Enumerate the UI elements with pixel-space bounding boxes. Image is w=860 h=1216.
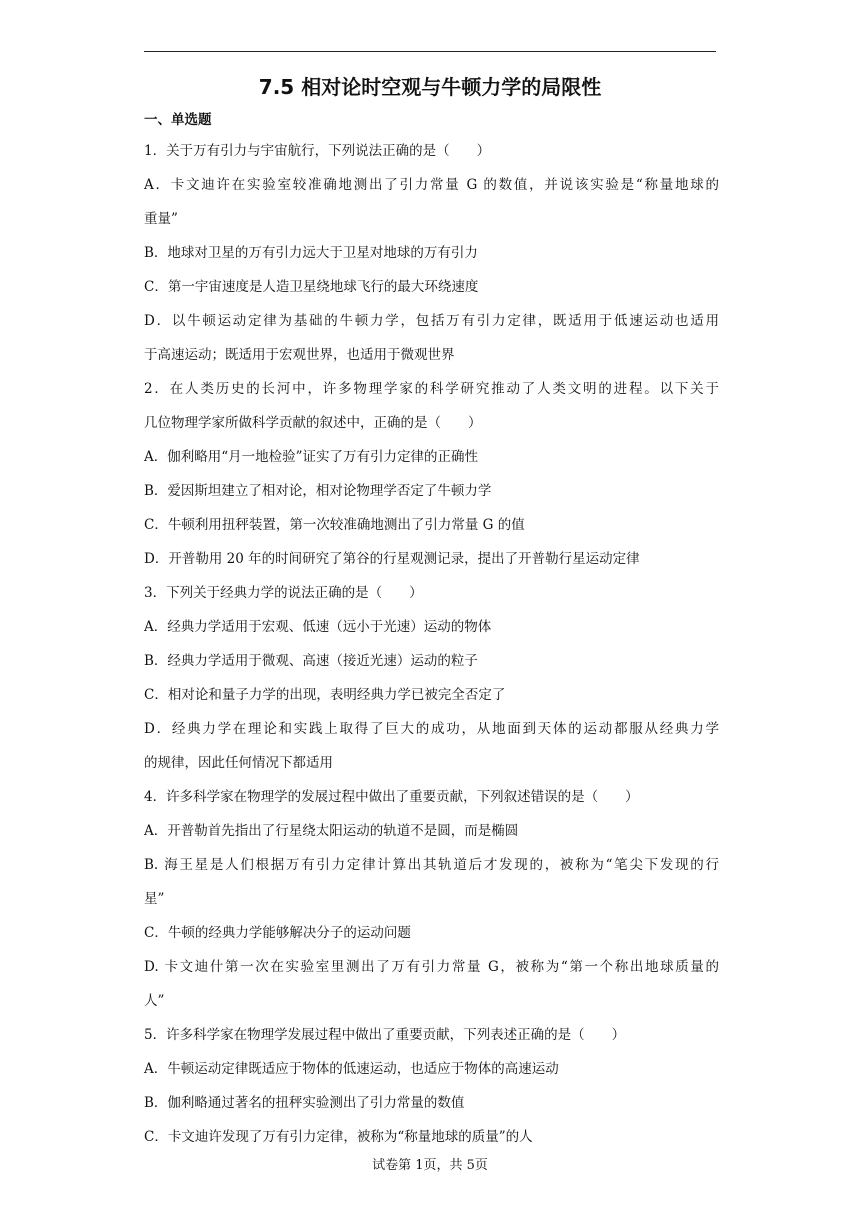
text-line: D．开普勒用 20 年的时间研究了第谷的行星观测记录，提出了开普勒行星运动定律 <box>144 551 640 567</box>
text-line: 5．许多科学家在物理学发展过程中做出了重要贡献，下列表述正确的是（ ） <box>144 1027 626 1043</box>
text-line: D. 卡文迪什第一次在实验室里测出了万有引力常量 G，被称为“第一个称出地球质量的 <box>144 959 719 975</box>
text-line: B．爱因斯坦建立了相对论，相对论物理学否定了牛顿力学 <box>144 483 492 499</box>
text-line: A．经典力学适用于宏观、低速（远小于光速）运动的物体 <box>144 619 492 635</box>
text-line: 的规律，因此任何情况下都适用 <box>144 755 333 771</box>
question-body <box>144 134 719 1154</box>
text-line: A．牛顿运动定律既适应于物体的低速运动，也适应于物体的高速运动 <box>144 1061 559 1077</box>
page-footer: 试卷第 1页，共 5页 <box>372 1158 488 1173</box>
text-line: C．相对论和量子力学的出现，表明经典力学已被完全否定了 <box>144 687 506 703</box>
text-line: D．以牛顿运动定律为基础的牛顿力学，包括万有引力定律，既适用于低速运动也适用 <box>144 313 719 329</box>
text-line: 于高速运动；既适用于宏观世界，也适用于微观世界 <box>144 347 455 363</box>
text-line: 2．在人类历史的长河中，许多物理学家的科学研究推动了人类文明的进程。以下关于 <box>144 381 719 397</box>
text-line: A．伽利略用“月一地检验”证实了万有引力定律的正确性 <box>144 449 479 465</box>
text-line: A．卡文迪许在实验室较准确地测出了引力常量 G 的数值，并说该实验是“称量地球的 <box>144 177 719 193</box>
text-line: 星” <box>144 891 165 907</box>
text-line: C．牛顿的经典力学能够解决分子的运动问题 <box>144 925 411 941</box>
text-line: B. 海王星是人们根据万有引力定律计算出其轨道后才发现的，被称为“笔尖下发现的行 <box>144 857 719 873</box>
page-title: 7.5 相对论时空观与牛顿力学的局限性 <box>258 75 602 99</box>
text-line: 几位物理学家所做科学贡献的叙述中，正确的是（ ） <box>144 415 482 431</box>
text-line: 1．关于万有引力与宇宙航行，下列说法正确的是（ ） <box>144 143 491 159</box>
text-line: C．牛顿利用扭秤装置，第一次较准确地测出了引力常量 G 的值 <box>144 517 525 533</box>
text-line: C．第一宇宙速度是人造卫星绕地球飞行的最大环绕速度 <box>144 279 479 295</box>
section-heading: 一、单选题 <box>144 112 212 128</box>
text-line: 人” <box>144 993 165 1009</box>
text-line: C．卡文迪许发现了万有引力定律，被称为“称量地球的质量”的人 <box>144 1129 533 1145</box>
text-line: D．经典力学在理论和实践上取得了巨大的成功，从地面到天体的运动都服从经典力学 <box>144 721 719 737</box>
text-line: B．伽利略通过著名的扭秤实验测出了引力常量的数值 <box>144 1095 465 1111</box>
text-line: B．经典力学适用于微观、高速（接近光速）运动的粒子 <box>144 653 478 669</box>
text-line: A．开普勒首先指出了行星绕太阳运动的轨道不是圆，而是椭圆 <box>144 823 519 839</box>
text-line: 重量” <box>144 211 178 227</box>
text-line: B．地球对卫星的万有引力远大于卫星对地球的万有引力 <box>144 245 478 261</box>
text-line: 4．许多科学家在物理学的发展过程中做出了重要贡献，下列叙述错误的是（ ） <box>144 789 639 805</box>
top-rule <box>144 51 716 52</box>
text-line: 3．下列关于经典力学的说法正确的是（ ） <box>144 585 423 601</box>
